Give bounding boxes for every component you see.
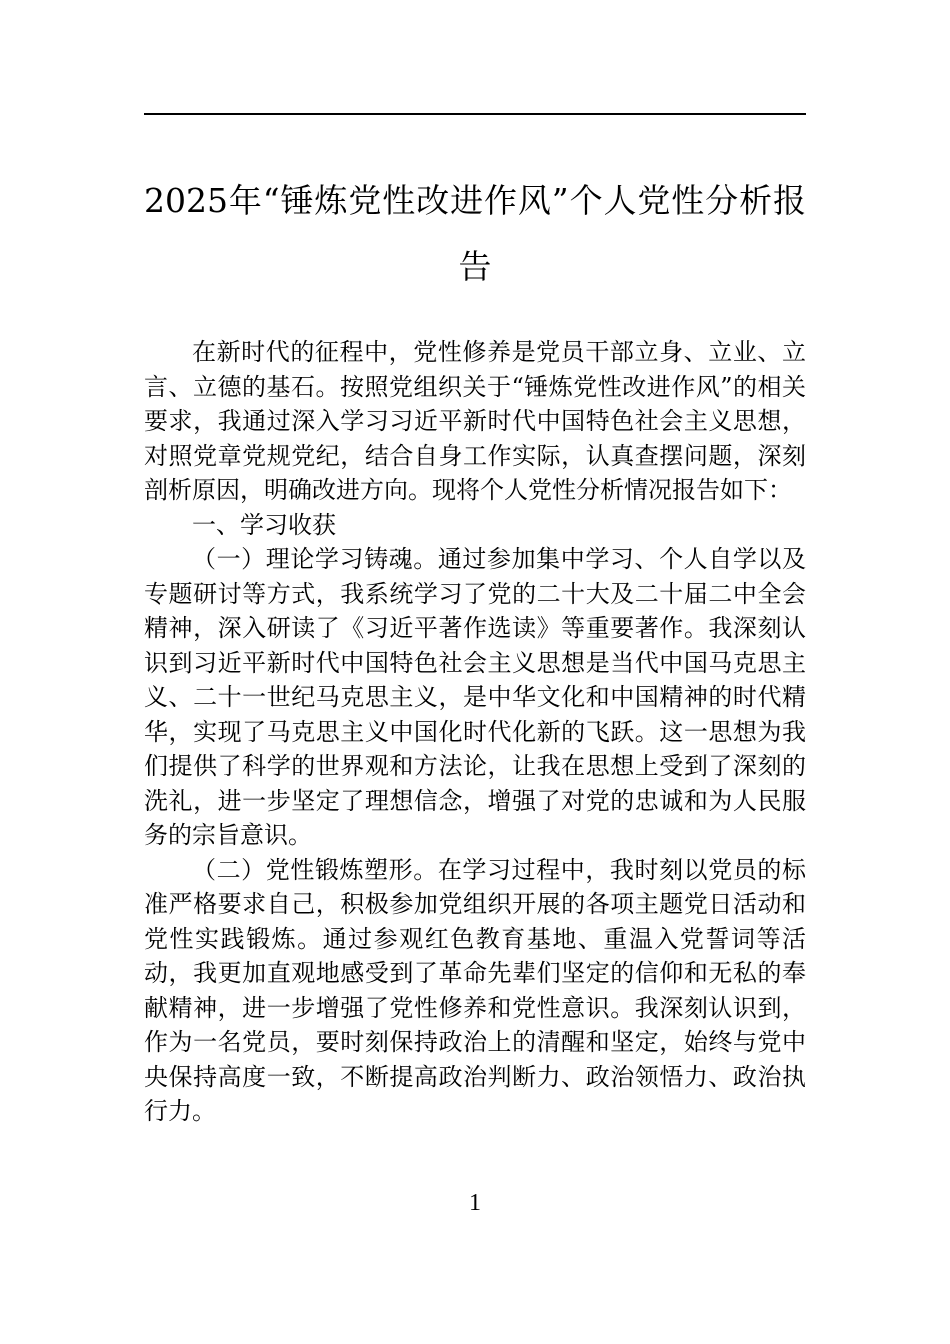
document-title: 2025年“锤炼党性改进作风”个人党性分析报告: [144, 181, 806, 286]
page-number: 1: [469, 1190, 481, 1216]
paragraph-theory-study: （一）理论学习铸魂。通过参加集中学习、个人自学以及专题研讨等方式，我系统学习了党的二十大及二十届二中全会精神，深入研读了《习近平著作选读》等重要著作。我深刻认识到习近平新时代中国特色社会主义思想是当代中国马克思主义、二十一世纪马克思主义，是中华文化和中国精神的时代精华，实现了马克思主义中国化时代化新的飞跃。这一思想为我们提供了科学的世界观和方法论，让我在思想上受到了深刻的洗礼，进一步坚定了理想信念，增强了对党的忠诚和为人民服务的宗旨意识。: [144, 545, 806, 849]
document-body: [144, 335, 806, 1129]
intro-paragraph: 在新时代的征程中，党性修养是党员干部立身、立业、立言、立德的基石。按照党组织关于“锤炼党性改进作风”的相关要求，我通过深入学习习近平新时代中国特色社会主义思想，对照党章党规党纪，结合自身工作实际，认真查摆问题，深刻剖析原因，明确改进方向。现将个人党性分析情况报告如下：: [144, 338, 806, 504]
paragraph-party-training: （二）党性锻炼塑形。在学习过程中，我时刻以党员的标准严格要求自己，积极参加党组织开展的各项主题党日活动和党性实践锻炼。通过参观红色教育基地、重温入党誓词等活动，我更加直观地感受到了革命先辈们坚定的信仰和无私的奉献精神，进一步增强了党性修养和党性意识。我深刻认识到，作为一名党员，要时刻保持政治上的清醒和坚定，始终与党中央保持高度一致，不断提高政治判断力、政治领悟力、政治执行力。: [144, 855, 806, 1125]
header-rule: [144, 113, 806, 115]
section-heading-learning-gains: 一、学习收获: [192, 510, 336, 539]
